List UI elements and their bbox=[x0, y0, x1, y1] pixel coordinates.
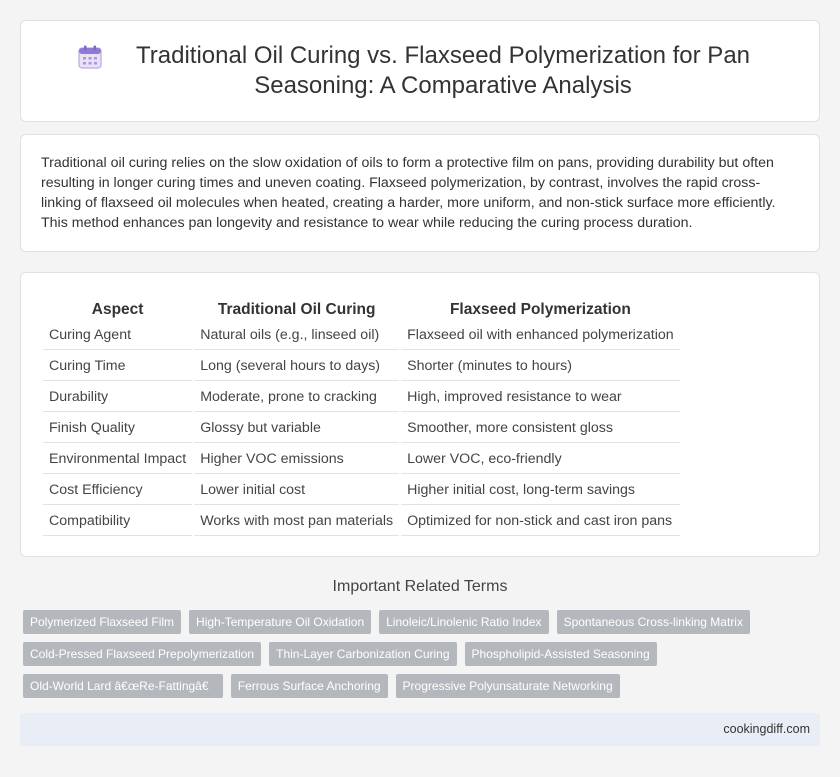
related-tag[interactable]: Polymerized Flaxseed Film bbox=[23, 610, 181, 634]
table-cell: Higher VOC emissions bbox=[194, 445, 399, 474]
table-cell: Glossy but variable bbox=[194, 414, 399, 443]
table-row bbox=[43, 352, 680, 381]
table-cell: Higher initial cost, long-term savings bbox=[401, 476, 680, 505]
table-cell: Optimized for non-stick and cast iron pans bbox=[401, 507, 680, 536]
table-cell: Durability bbox=[43, 383, 192, 412]
table-cell: Curing Time bbox=[43, 352, 192, 381]
comparison-card bbox=[20, 272, 820, 557]
table-header-row bbox=[43, 297, 680, 319]
calendar-icon bbox=[77, 44, 103, 70]
table-row bbox=[43, 445, 680, 474]
table-cell: Lower initial cost bbox=[194, 476, 399, 505]
table-cell: Cost Efficiency bbox=[43, 476, 192, 505]
column-header-traditional: Traditional Oil Curing bbox=[217, 300, 376, 318]
table-row bbox=[43, 414, 680, 443]
related-tag[interactable]: Thin-Layer Carbonization Curing bbox=[269, 642, 456, 666]
table-row bbox=[43, 383, 680, 412]
related-tag[interactable]: Linoleic/Linolenic Ratio Index bbox=[379, 610, 548, 634]
table-cell: Lower VOC, eco-friendly bbox=[401, 445, 680, 474]
related-tags bbox=[23, 610, 823, 706]
related-tag[interactable]: Spontaneous Cross-linking Matrix bbox=[557, 610, 750, 634]
related-tag[interactable]: Ferrous Surface Anchoring bbox=[231, 674, 388, 698]
column-header-flaxseed: Flaxseed Polymerization bbox=[449, 300, 631, 318]
related-tag[interactable]: Phospholipid-Assisted Seasoning bbox=[465, 642, 657, 666]
intro-card bbox=[20, 134, 820, 252]
related-tag[interactable]: Cold-Pressed Flaxseed Prepolymerization bbox=[23, 642, 261, 666]
related-tag[interactable]: High-Temperature Oil Oxidation bbox=[189, 610, 371, 634]
table-cell: Finish Quality bbox=[43, 414, 192, 443]
column-header-aspect: Aspect bbox=[91, 300, 144, 318]
table-cell: Compatibility bbox=[43, 507, 192, 536]
table-cell: High, improved resistance to wear bbox=[401, 383, 680, 412]
table-cell: Long (several hours to days) bbox=[194, 352, 399, 381]
table-cell: Shorter (minutes to hours) bbox=[401, 352, 680, 381]
table-cell: Curing Agent bbox=[43, 321, 192, 350]
related-tag[interactable]: Progressive Polyunsaturate Networking bbox=[396, 674, 620, 698]
related-terms-heading: Important Related Terms bbox=[332, 578, 508, 595]
table-row bbox=[43, 507, 680, 536]
related-tag[interactable]: Old-World Lard â€œRe-Fattingâ€ bbox=[23, 674, 223, 698]
title-wrap bbox=[77, 41, 763, 101]
table-cell: Natural oils (e.g., linseed oil) bbox=[194, 321, 399, 350]
table-row bbox=[43, 476, 680, 505]
header-card bbox=[20, 20, 820, 122]
table-cell: Flaxseed oil with enhanced polymerization bbox=[401, 321, 680, 350]
table-cell: Environmental Impact bbox=[43, 445, 192, 474]
page-title: Traditional Oil Curing vs. Flaxseed Polymerization for Pan Seasoning: A Comparative Analysis bbox=[135, 42, 751, 99]
footer bbox=[20, 713, 820, 746]
table-row bbox=[43, 321, 680, 350]
intro-paragraph: Traditional oil curing relies on the slow oxidation of oils to form a protective film on pans, providing durability but often resulting in longer curing times and uneven coating. Flaxseed polymerization, by contrast, involves the rapid cross-linking of flaxseed oil molecules when heated, creating a harder, more uniform, and non-stick surface more efficiently. This method enhances pan longevity and resistance to wear while reducing the curing process duration. bbox=[41, 155, 776, 231]
site-link[interactable]: cookingdiff.com bbox=[723, 722, 810, 736]
table-cell: Works with most pan materials bbox=[194, 507, 399, 536]
comparison-table bbox=[41, 295, 682, 538]
table-cell: Moderate, prone to cracking bbox=[194, 383, 399, 412]
table-cell: Smoother, more consistent gloss bbox=[401, 414, 680, 443]
